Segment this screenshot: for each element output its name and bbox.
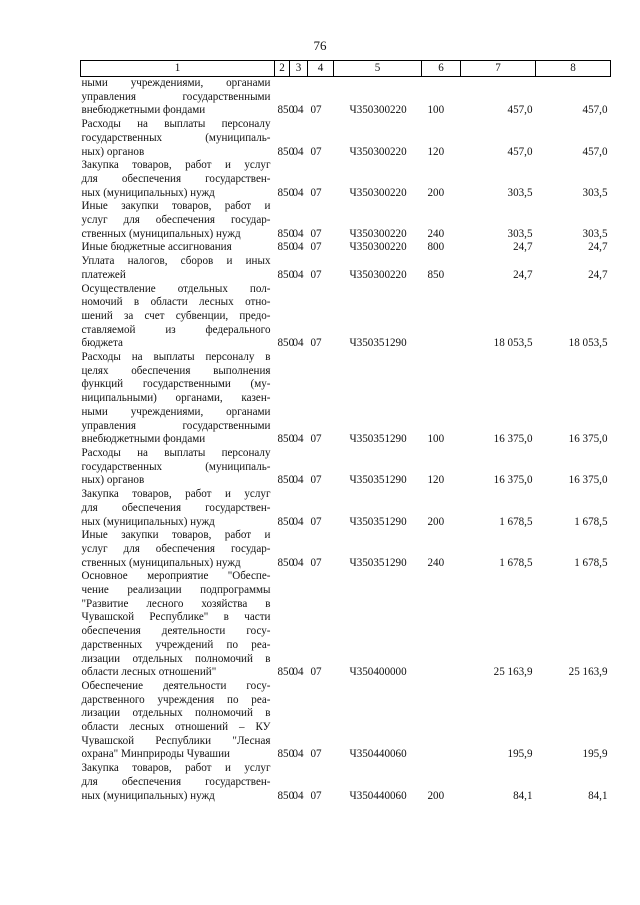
amount-cell: 24,7 bbox=[588, 268, 608, 281]
target-article-cell: Ч350300220 bbox=[349, 241, 407, 254]
subsection-cell: 07 bbox=[310, 433, 322, 446]
expense-type-cell bbox=[422, 570, 461, 680]
amount-cell: 457,0 bbox=[507, 145, 533, 158]
header-cell: 2 bbox=[275, 61, 290, 77]
item-name-line: внебюджетными фондами bbox=[81, 433, 206, 446]
item-name-line: ственных (муниципальных) нужд bbox=[81, 227, 241, 240]
amount-cell: 303,5 bbox=[582, 186, 608, 199]
amount-cell: 18 053,5 bbox=[568, 337, 608, 350]
header-cell: 8 bbox=[536, 61, 611, 77]
admin-code-cell: 850 bbox=[277, 268, 295, 281]
amount-cell: 16 375,0 bbox=[493, 474, 533, 487]
item-name-line: ставляемой из федерального bbox=[81, 323, 271, 336]
target-article-cell: Ч350351290 bbox=[349, 433, 407, 446]
item-name-line: Расходы на выплаты персоналу bbox=[81, 118, 271, 131]
expense-type-cell: 200 bbox=[427, 186, 445, 199]
item-name-line: ными учреждениями, органами bbox=[81, 405, 271, 418]
table-row bbox=[81, 488, 611, 529]
amount-cell: 84,1 bbox=[513, 789, 533, 802]
amount-cell: 1 678,5 bbox=[499, 515, 533, 528]
amount-cell: 457,0 bbox=[582, 104, 608, 117]
item-name-line: государственных (муниципаль- bbox=[81, 131, 271, 144]
table-row bbox=[81, 351, 611, 447]
amount-cell: 303,5 bbox=[507, 227, 533, 240]
table-row bbox=[81, 447, 611, 488]
target-article-cell: Ч350351290 bbox=[349, 515, 407, 528]
item-name-line: чение реализации подпрограммы bbox=[81, 584, 271, 597]
item-name-cell bbox=[81, 488, 275, 529]
item-name-line: для обеспечения государствен- bbox=[81, 775, 271, 788]
expense-type-cell: 100 bbox=[427, 104, 445, 117]
item-name-line: ных) органов bbox=[81, 145, 145, 158]
target-article-cell: Ч350300220 bbox=[349, 186, 407, 199]
target-article-cell: Ч350440060 bbox=[349, 789, 407, 802]
expense-type-cell: 120 bbox=[427, 145, 445, 158]
item-name-line: Чувашской Республике" в части bbox=[81, 611, 271, 624]
item-name-line: управления государственными bbox=[81, 90, 271, 103]
item-name-cell bbox=[81, 570, 275, 680]
item-name-line: Иные закупки товаров, работ и bbox=[81, 200, 271, 213]
expense-type-cell: 200 bbox=[427, 515, 445, 528]
item-name-cell bbox=[81, 118, 275, 159]
amount-cell: 25 163,9 bbox=[568, 666, 608, 679]
expense-type-cell: 850 bbox=[427, 268, 445, 281]
item-name-line: Иные закупки товаров, работ и bbox=[81, 529, 271, 542]
item-name-line: ных) органов bbox=[81, 474, 145, 487]
table-row bbox=[81, 283, 611, 352]
item-name-line: Иные бюджетные ассигнования bbox=[81, 241, 232, 254]
item-name-line: Осуществление отдельных пол- bbox=[81, 282, 271, 295]
amount-cell: 84,1 bbox=[588, 789, 608, 802]
target-article-cell: Ч350440060 bbox=[349, 748, 407, 761]
table-row bbox=[81, 118, 611, 159]
item-name-cell bbox=[81, 680, 275, 762]
subsection-cell: 07 bbox=[310, 789, 322, 802]
page-number: 76 bbox=[313, 38, 327, 53]
target-article-cell: Ч350300220 bbox=[349, 145, 407, 158]
header-cell: 4 bbox=[308, 61, 334, 77]
item-name-line: шений за счет субвенции, предо- bbox=[81, 309, 271, 322]
admin-code-cell: 850 bbox=[277, 748, 295, 761]
item-name-line: внебюджетными фондами bbox=[81, 104, 206, 117]
expense-type-cell: 240 bbox=[427, 556, 445, 569]
item-name-line: ными учреждениями, органами bbox=[81, 77, 271, 89]
item-name-line: лизации отдельных полномочий в bbox=[81, 652, 271, 665]
item-name-cell bbox=[81, 762, 275, 803]
item-name-line: Основное мероприятие "Обеспе- bbox=[81, 570, 271, 583]
item-name-line: обеспечения деятельности госу- bbox=[81, 625, 271, 638]
item-name-cell bbox=[81, 159, 275, 200]
subsection-cell: 07 bbox=[310, 748, 322, 761]
amount-cell: 24,7 bbox=[513, 268, 533, 281]
amount-cell: 18 053,5 bbox=[493, 337, 533, 350]
admin-code-cell: 850 bbox=[277, 186, 295, 199]
item-name-line: ниципальными) органами, казен- bbox=[81, 392, 271, 405]
item-name-line: Расходы на выплаты персоналу в bbox=[81, 351, 271, 364]
target-article-cell: Ч350351290 bbox=[349, 474, 407, 487]
section-cell: 04 bbox=[292, 474, 304, 487]
item-name-line: дарственного учреждения по реа- bbox=[81, 693, 271, 706]
item-name-line: функций государственными (му- bbox=[81, 378, 271, 391]
target-article-cell: Ч350351290 bbox=[349, 337, 407, 350]
item-name-line: услуг для обеспечения государ- bbox=[81, 542, 271, 555]
header-row bbox=[81, 61, 611, 77]
item-name-line: ных (муниципальных) нужд bbox=[81, 515, 215, 528]
subsection-cell: 07 bbox=[310, 474, 322, 487]
amount-cell: 1 678,5 bbox=[574, 515, 608, 528]
amount-cell: 303,5 bbox=[507, 186, 533, 199]
budget-table bbox=[80, 60, 611, 803]
amount-cell: 195,9 bbox=[507, 748, 533, 761]
header-cell: 3 bbox=[290, 61, 308, 77]
subsection-cell: 07 bbox=[310, 186, 322, 199]
item-name-cell bbox=[81, 241, 275, 255]
item-name-cell bbox=[81, 447, 275, 488]
item-name-cell bbox=[81, 283, 275, 352]
table-row bbox=[81, 570, 611, 680]
admin-code-cell: 850 bbox=[277, 145, 295, 158]
item-name-line: государственных (муниципаль- bbox=[81, 460, 271, 473]
amount-cell: 24,7 bbox=[588, 241, 608, 254]
expense-type-cell: 200 bbox=[427, 789, 445, 802]
subsection-cell: 07 bbox=[310, 337, 322, 350]
section-cell: 04 bbox=[292, 104, 304, 117]
item-name-line: дарственных учреждений по реа- bbox=[81, 638, 271, 651]
item-name-line: Закупка товаров, работ и услуг bbox=[81, 762, 271, 775]
table-row bbox=[81, 77, 611, 119]
item-name-line: области лесных отношений – КУ bbox=[81, 721, 271, 734]
expense-type-cell: 120 bbox=[427, 474, 445, 487]
item-name-line: Расходы на выплаты персоналу bbox=[81, 446, 271, 459]
amount-cell: 24,7 bbox=[513, 241, 533, 254]
amount-cell: 16 375,0 bbox=[568, 433, 608, 446]
item-name-line: Чувашской Республики "Лесная bbox=[81, 734, 271, 747]
target-article-cell: Ч350300220 bbox=[349, 268, 407, 281]
target-article-cell: Ч350300220 bbox=[349, 104, 407, 117]
item-name-cell bbox=[81, 255, 275, 282]
admin-code-cell: 850 bbox=[277, 433, 295, 446]
item-name-line: Обеспечение деятельности госу- bbox=[81, 679, 271, 692]
admin-code-cell: 850 bbox=[277, 241, 295, 254]
item-name-line: "Развитие лесного хозяйства в bbox=[81, 597, 271, 610]
table-row bbox=[81, 200, 611, 241]
target-article-cell: Ч350400000 bbox=[349, 666, 407, 679]
table-row bbox=[81, 255, 611, 282]
item-name-cell bbox=[81, 200, 275, 241]
table-row bbox=[81, 680, 611, 762]
subsection-cell: 07 bbox=[310, 227, 322, 240]
expense-type-cell bbox=[422, 680, 461, 762]
table-row bbox=[81, 159, 611, 200]
item-name-line: управления государственными bbox=[81, 419, 271, 432]
item-name-line: ных (муниципальных) нужд bbox=[81, 789, 215, 802]
item-name-line: целях обеспечения выполнения bbox=[81, 364, 271, 377]
header-cell: 7 bbox=[461, 61, 536, 77]
expense-type-cell: 240 bbox=[427, 227, 445, 240]
admin-code-cell: 850 bbox=[277, 556, 295, 569]
target-article-cell: Ч350351290 bbox=[349, 556, 407, 569]
subsection-cell: 07 bbox=[310, 515, 322, 528]
admin-code-cell: 850 bbox=[277, 789, 295, 802]
admin-code-cell: 850 bbox=[277, 666, 295, 679]
expense-type-cell bbox=[422, 283, 461, 352]
item-name-cell bbox=[81, 351, 275, 447]
table-body bbox=[81, 77, 611, 804]
item-name-line: платежей bbox=[81, 268, 126, 281]
table-row bbox=[81, 241, 611, 255]
admin-code-cell: 850 bbox=[277, 337, 295, 350]
item-name-line: лизации отдельных полномочий в bbox=[81, 707, 271, 720]
subsection-cell: 07 bbox=[310, 268, 322, 281]
item-name-line: номочий в области лесных отно- bbox=[81, 296, 271, 309]
item-name-line: Закупка товаров, работ и услуг bbox=[81, 488, 271, 501]
amount-cell: 195,9 bbox=[582, 748, 608, 761]
item-name-line: для обеспечения государствен- bbox=[81, 501, 271, 514]
header-cell: 1 bbox=[81, 61, 275, 77]
section-cell: 04 bbox=[292, 241, 304, 254]
section-cell: 04 bbox=[292, 268, 304, 281]
amount-cell: 457,0 bbox=[582, 145, 608, 158]
header-cell: 6 bbox=[422, 61, 461, 77]
table-row bbox=[81, 529, 611, 570]
amount-cell: 303,5 bbox=[582, 227, 608, 240]
section-cell: 04 bbox=[292, 748, 304, 761]
section-cell: 04 bbox=[292, 789, 304, 802]
section-cell: 04 bbox=[292, 515, 304, 528]
header-cell: 5 bbox=[334, 61, 422, 77]
subsection-cell: 07 bbox=[310, 241, 322, 254]
section-cell: 04 bbox=[292, 433, 304, 446]
section-cell: 04 bbox=[292, 556, 304, 569]
item-name-line: области лесных отношений" bbox=[81, 666, 217, 679]
item-name-line: ных (муниципальных) нужд bbox=[81, 186, 215, 199]
section-cell: 04 bbox=[292, 666, 304, 679]
amount-cell: 457,0 bbox=[507, 104, 533, 117]
expense-type-cell: 800 bbox=[427, 241, 445, 254]
item-name-line: Уплата налогов, сборов и иных bbox=[81, 255, 271, 268]
section-cell: 04 bbox=[292, 186, 304, 199]
admin-code-cell: 850 bbox=[277, 474, 295, 487]
item-name-line: услуг для обеспечения государ- bbox=[81, 214, 271, 227]
item-name-line: ственных (муниципальных) нужд bbox=[81, 556, 241, 569]
expense-type-cell: 100 bbox=[427, 433, 445, 446]
item-name-cell bbox=[81, 77, 275, 119]
admin-code-cell: 850 bbox=[277, 104, 295, 117]
amount-cell: 16 375,0 bbox=[568, 474, 608, 487]
subsection-cell: 07 bbox=[310, 666, 322, 679]
amount-cell: 1 678,5 bbox=[574, 556, 608, 569]
item-name-cell bbox=[81, 529, 275, 570]
item-name-line: для обеспечения государствен- bbox=[81, 172, 271, 185]
subsection-cell: 07 bbox=[310, 145, 322, 158]
subsection-cell: 07 bbox=[310, 104, 322, 117]
target-article-cell: Ч350300220 bbox=[349, 227, 407, 240]
admin-code-cell: 850 bbox=[277, 227, 295, 240]
section-cell: 04 bbox=[292, 227, 304, 240]
section-cell: 04 bbox=[292, 337, 304, 350]
amount-cell: 25 163,9 bbox=[493, 666, 533, 679]
subsection-cell: 07 bbox=[310, 556, 322, 569]
table-row bbox=[81, 762, 611, 803]
item-name-line: бюджета bbox=[81, 337, 123, 350]
amount-cell: 16 375,0 bbox=[493, 433, 533, 446]
section-cell: 04 bbox=[292, 145, 304, 158]
amount-cell: 1 678,5 bbox=[499, 556, 533, 569]
admin-code-cell: 850 bbox=[277, 515, 295, 528]
item-name-line: охрана" Минприроды Чувашии bbox=[81, 748, 230, 761]
item-name-line: Закупка товаров, работ и услуг bbox=[81, 159, 271, 172]
